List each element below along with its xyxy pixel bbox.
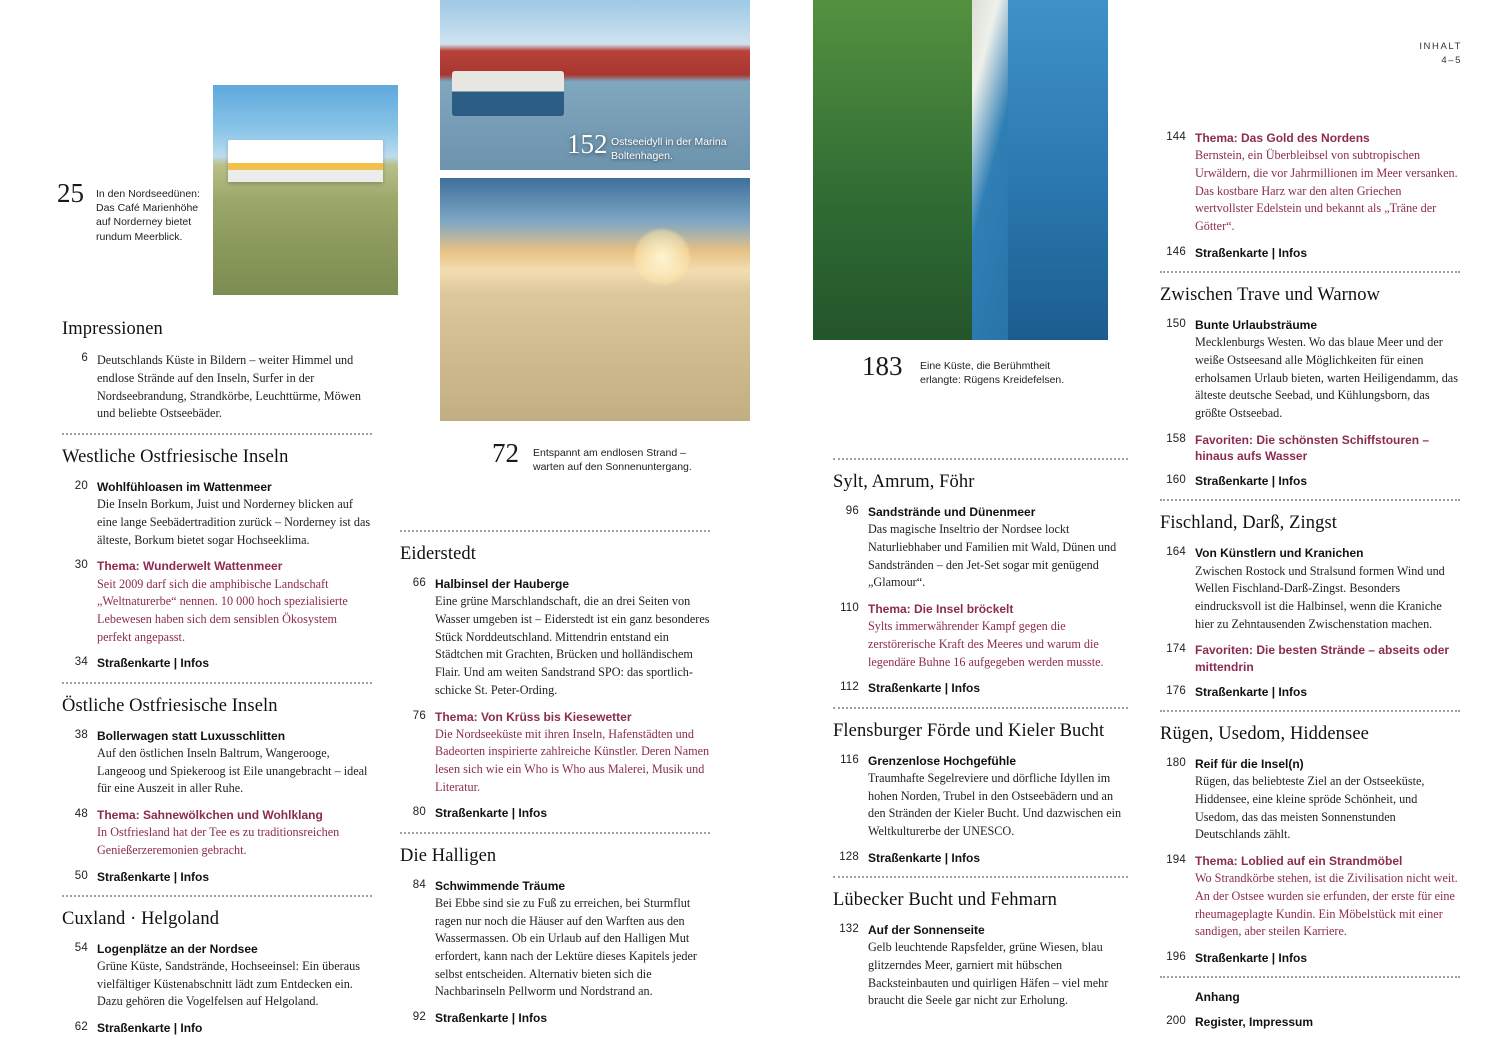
toc-entry-page: 6 bbox=[81, 352, 88, 365]
folio-pages: 4–5 bbox=[1441, 55, 1462, 67]
toc-entry-body bbox=[1195, 642, 1460, 674]
toc-entry-description: Eine grüne Marschlandschaft, die an drei Seiten von Wasser umgeben ist – Eiderstedt ist ein ganz besonderes Stück Norddeutschland. Mittendrin entstand ein Städtchen mit Grachten, Brücken und holländischem Flair. Und am weiten Sandstrand SPO: das sportlich-schicke St. Peter-Ording. bbox=[435, 594, 710, 697]
toc-entry-title: Straßenkarte | Infos bbox=[868, 681, 981, 696]
toc-entry-page: 196 bbox=[1166, 950, 1186, 963]
toc-entry-body bbox=[1195, 545, 1460, 633]
section-heading: Flensburger Förde und Kieler Bucht bbox=[833, 720, 1105, 741]
toc-entry-page: 144 bbox=[1166, 131, 1186, 143]
toc-entry-page: 132 bbox=[839, 923, 859, 936]
toc-entry[interactable] bbox=[833, 680, 1128, 696]
toc-entry-title: Register, Impressum bbox=[1195, 1015, 1314, 1030]
toc-entry[interactable] bbox=[62, 869, 372, 885]
toc-entry-title: Wohlfühloasen im Wattenmeer bbox=[97, 480, 272, 495]
toc-entry-title: Bunte Urlaubsträume bbox=[1195, 318, 1318, 332]
toc-entry-title: Straßenkarte | Infos bbox=[435, 806, 548, 821]
toc-entry-page: 96 bbox=[845, 505, 859, 518]
toc-entry-description: Zwischen Rostock und Stralsund formen Wind und Wellen Fischland-Darß-Zingst. Besonders eindrucksvoll ist die Halbinsel, wenn die Kraniche hier zu Zehntausenden Zwischenstation machen. bbox=[1195, 563, 1445, 631]
toc-entry-description: Deutschlands Küste in Bildern – weiter Himmel und endlose Strände auf den Inseln, Surfer in der Nordseebrandung, Strandkörbe, Leuchttürme, Möwen und beliebte Ostseebäder. bbox=[97, 353, 361, 421]
toc-entry-body bbox=[868, 680, 1128, 696]
toc-entry-page: 92 bbox=[412, 1011, 426, 1024]
beach-photo-caption: Entspannt am endlosen Strand – warten auf den Sonnenuntergang. bbox=[533, 447, 692, 474]
toc-entry-title: Thema: Sahnewölkchen und Wohlklang bbox=[97, 807, 323, 822]
section-divider bbox=[1160, 271, 1460, 273]
toc-column-3 bbox=[833, 448, 1128, 1019]
toc-entry-page: 176 bbox=[1166, 684, 1186, 697]
boltenhagen-photo-number: 152 bbox=[567, 129, 608, 159]
toc-entry-page: 146 bbox=[1166, 245, 1186, 258]
toc-entry-description: Mecklenburgs Westen. Wo das blaue Meer und der weiße Ostseesand alle Möglichkeiten für einen erholsamen Urlaub bieten, warten Heiligendamm, das älteste deutsche Seebad, und Kühlungsborn, das größte Ostseebad. bbox=[1195, 335, 1458, 420]
section-divider bbox=[1160, 499, 1460, 501]
toc-entry-page: 194 bbox=[1166, 854, 1186, 866]
toc-entry-body bbox=[435, 709, 710, 797]
toc-entry-page bbox=[1160, 989, 1186, 1005]
section-divider bbox=[833, 707, 1128, 709]
toc-entry-page: 150 bbox=[1166, 318, 1186, 330]
toc-entry-body bbox=[868, 753, 1128, 841]
section-divider bbox=[400, 530, 710, 532]
section-divider bbox=[833, 876, 1128, 878]
toc-entry-page: 160 bbox=[1166, 474, 1186, 486]
toc-entry-title: Straßenkarte | Infos bbox=[1195, 245, 1308, 260]
toc-entry[interactable] bbox=[62, 558, 372, 646]
toc-entry-description: Die Inseln Borkum, Juist und Norderney blicken auf eine lange Seebädertradition zurück – Norderney ist das älteste, Borkum bietet sogar Hochseeklima. bbox=[97, 497, 371, 547]
toc-entry-title: Straßenkarte | Infos bbox=[1195, 684, 1308, 699]
beach-photo-number: 72 bbox=[492, 438, 519, 468]
ruegen-chalk-cliffs-photo bbox=[813, 0, 1108, 340]
toc-entry[interactable] bbox=[62, 351, 372, 423]
toc-entry-title: Straßenkarte | Infos bbox=[1195, 950, 1308, 965]
toc-entry[interactable] bbox=[1160, 432, 1460, 464]
toc-entry-title: Thema: Wunderwelt Wattenmeer bbox=[97, 559, 283, 574]
toc-entry-page: 116 bbox=[840, 753, 859, 766]
toc-entry-title: Thema: Von Krüss bis Kiesewetter bbox=[435, 709, 632, 724]
toc-entry-title: Thema: Loblied auf ein Strandmöbel bbox=[1195, 854, 1403, 868]
toc-entry[interactable] bbox=[1160, 989, 1460, 1005]
section-heading: Sylt, Amrum, Föhr bbox=[833, 472, 975, 492]
toc-entry-body bbox=[1195, 756, 1460, 844]
toc-entry-description: Sylts immerwährender Kampf gegen die zerstörerische Kraft des Meeres und warum die legendäre Buhne 16 aufgegeben werden musste. bbox=[868, 619, 1104, 669]
toc-entry[interactable] bbox=[833, 753, 1128, 841]
toc-entry-title: Logenplätze an der Nordsee bbox=[97, 941, 258, 956]
toc-entry[interactable] bbox=[1160, 684, 1460, 700]
section-heading: Eiderstedt bbox=[400, 544, 477, 564]
toc-entry[interactable] bbox=[62, 479, 372, 549]
folio-label: INHALT bbox=[1419, 41, 1462, 52]
toc-entry-description: Bernstein, ein Überbleibsel von subtropischen Urwäldern, die vor Jahrmillionen im Meer versanken. Das kostbare Harz war den alten Griechen wertvollster Edelstein und bekannt als „Träne der Götter“. bbox=[1195, 148, 1458, 233]
toc-entry[interactable] bbox=[62, 728, 372, 798]
toc-entry-body bbox=[435, 878, 710, 1001]
toc-entry-body bbox=[1195, 950, 1460, 966]
toc-entry-body bbox=[97, 655, 372, 671]
section-divider bbox=[833, 458, 1128, 460]
toc-entry-title: Thema: Die Insel bröckelt bbox=[868, 602, 1014, 617]
section-heading: Fischland, Darß, Zingst bbox=[1160, 513, 1338, 534]
toc-entry-body bbox=[97, 1020, 372, 1036]
toc-entry-description: Gelb leuchtende Rapsfelder, grüne Wiesen, blau glitzerndes Meer, garniert mit hübschen Backsteinbauten und quirligen Häfen – viel mehr braucht die Seele gar nicht zur Erholung. bbox=[868, 940, 1109, 1008]
toc-entry[interactable] bbox=[1160, 245, 1460, 261]
ruegen-photo-caption: Eine Küste, die Berühmtheit erlangte: Rügens Kreidefelsen. bbox=[920, 360, 1065, 387]
toc-entry-page: 128 bbox=[839, 850, 859, 863]
toc-entry-page: 180 bbox=[1166, 757, 1186, 770]
toc-entry-title: Grenzenlose Hochgefühle bbox=[868, 753, 1017, 768]
toc-entry-description: Seit 2009 darf sich die amphibische Landschaft „Weltnaturerbe“ nennen. 10 000 hoch spezialisierte Lebewesen haben sich dem sensiblen Ökosystem perfekt angepasst. bbox=[97, 576, 348, 644]
toc-entry-page: 76 bbox=[412, 709, 426, 722]
toc-entry-body bbox=[97, 351, 372, 423]
section-heading: Östliche Ostfriesische Inseln bbox=[62, 695, 278, 716]
toc-entry-title: Auf der Sonnenseite bbox=[868, 923, 985, 938]
toc-entry-description: Rügen, das beliebteste Ziel an der Ostseeküste, Hiddensee, eine kleine spröde Schönheit, und Usedom, das das meisten Sonnenstunden Deutschlands zählt. bbox=[1195, 774, 1425, 842]
toc-entry-page: 48 bbox=[74, 807, 88, 820]
toc-entry-page: 84 bbox=[412, 878, 426, 891]
toc-entry-page: 110 bbox=[840, 602, 859, 615]
toc-entry-title: Favoriten: Die besten Strände – abseits oder mittendrin bbox=[1195, 643, 1450, 674]
section-heading: Rügen, Usedom, Hiddensee bbox=[1160, 723, 1369, 744]
toc-entry-title: Sandstrände und Dünenmeer bbox=[868, 505, 1036, 520]
toc-entry-title: Bollerwagen statt Luxusschlitten bbox=[97, 728, 286, 743]
toc-entry-description: Bei Ebbe sind sie zu Fuß zu erreichen, bei Sturmflut ragen nur noch die Häuser auf den Warften aus den Wassermassen. Ob ein Urlaub auf den Halligen Mut erfordert, kann nach der Lektüre dieses Kapitels jeder selbst entscheiden. Alternativ bieten sich die Nachbarinseln Pellworm und Nordstrand an. bbox=[435, 896, 697, 999]
norderney-cafe-photo bbox=[213, 85, 398, 295]
toc-entry[interactable] bbox=[833, 922, 1128, 1010]
toc-entry-page: 200 bbox=[1166, 1015, 1186, 1028]
toc-entry[interactable] bbox=[400, 805, 710, 821]
toc-entry[interactable] bbox=[62, 1020, 372, 1036]
toc-entry[interactable] bbox=[400, 576, 710, 699]
section-heading: Die Halligen bbox=[400, 845, 497, 866]
section-heading: Zwischen Trave und Warnow bbox=[1160, 284, 1381, 305]
toc-entry-title: Halbinsel der Hauberge bbox=[435, 577, 570, 592]
ruegen-photo-number: 183 bbox=[862, 351, 903, 381]
toc-entry-description: Traumhafte Segelreviere und dörfliche Idyllen im hohen Norden, Trubel in den Ostseebädern und an den Stränden der Kieler Bucht. Und dazwischen ein Weltkulturerbe der UNESCO. bbox=[868, 770, 1122, 838]
toc-entry-body bbox=[435, 576, 710, 699]
toc-entry-page: 54 bbox=[74, 941, 88, 954]
toc-entry[interactable] bbox=[400, 1010, 710, 1026]
norderney-photo-number: 25 bbox=[57, 178, 84, 208]
toc-entry-body bbox=[97, 728, 372, 798]
toc-entry-body bbox=[1195, 130, 1460, 236]
toc-entry-title: Straßenkarte | Infos bbox=[435, 1011, 548, 1026]
toc-entry-title: Straßenkarte | Infos bbox=[1195, 474, 1308, 488]
toc-entry-description: In Ostfriesland hat der Tee es zu traditionsreichen Genießerzeremonien gebracht. bbox=[97, 825, 340, 857]
toc-entry-title: Anhang bbox=[1195, 990, 1240, 1005]
toc-entry-title: Straßenkarte | Infos bbox=[97, 656, 210, 671]
toc-entry[interactable] bbox=[1160, 853, 1460, 941]
toc-entry-body bbox=[97, 479, 372, 549]
toc-entry-page: 30 bbox=[74, 559, 88, 572]
toc-entry[interactable] bbox=[1160, 950, 1460, 966]
toc-entry-body bbox=[97, 941, 372, 1011]
toc-entry-page: 112 bbox=[840, 681, 859, 694]
toc-entry-body bbox=[1195, 989, 1460, 1005]
section-heading: Westliche Ostfriesische Inseln bbox=[62, 446, 289, 467]
toc-entry[interactable] bbox=[833, 850, 1128, 866]
toc-entry-page: 174 bbox=[1166, 643, 1186, 656]
section-divider bbox=[400, 832, 710, 834]
toc-entry-title: Schwimmende Träume bbox=[435, 878, 566, 893]
toc-entry[interactable] bbox=[1160, 317, 1460, 423]
beach-sunset-photo bbox=[440, 178, 750, 421]
folio bbox=[1419, 40, 1462, 69]
toc-entry-body bbox=[97, 558, 372, 646]
toc-entry-page: 34 bbox=[74, 656, 88, 669]
section-heading: Impressionen bbox=[62, 319, 163, 339]
toc-entry-body bbox=[435, 1010, 710, 1026]
section-heading: Lübecker Bucht und Fehmarn bbox=[833, 889, 1058, 910]
toc-entry-body bbox=[1195, 473, 1460, 489]
toc-entry-description: Grüne Küste, Sandstrände, Hochseeinsel: Ein überaus vielfältiger Küstenabschnitt lädt zum Entdecken ein. Dazu gehören die Vogelfelsen auf Helgoland. bbox=[97, 959, 360, 1009]
toc-column-1 bbox=[62, 318, 372, 1045]
toc-entry-page: 38 bbox=[74, 728, 88, 741]
toc-entry-description: Wo Strandkörbe stehen, ist die Zivilisation nicht weit. An der Ostsee wurden sie erfunden, der erste für eine rheumageplagte Kundin. Ein Möbelstück mit einer sandigen, aber steilen Karriere. bbox=[1195, 871, 1458, 939]
toc-entry-body bbox=[868, 504, 1128, 592]
toc-entry-title: Von Künstlern und Kranichen bbox=[1195, 546, 1364, 561]
toc-entry[interactable] bbox=[400, 709, 710, 797]
toc-entry-title: Straßenkarte | Infos bbox=[868, 850, 981, 865]
boltenhagen-photo-caption: Ostseeidyll in der Marina Boltenhagen. bbox=[611, 136, 727, 163]
toc-entry[interactable] bbox=[1160, 473, 1460, 489]
toc-entry-description: Auf den östlichen Inseln Baltrum, Wangerooge, Langeoog und Spiekeroog ist Eile unangebracht – ideal für eine Auszeit in aller Ruhe. bbox=[97, 745, 368, 796]
toc-entry[interactable] bbox=[400, 878, 710, 1001]
toc-entry[interactable] bbox=[1160, 756, 1460, 844]
toc-entry[interactable] bbox=[62, 941, 372, 1011]
toc-entry-page: 20 bbox=[74, 480, 88, 493]
section-heading: Cuxland · Helgoland bbox=[62, 908, 220, 929]
toc-entry[interactable] bbox=[62, 655, 372, 671]
toc-entry-page: 50 bbox=[74, 869, 88, 882]
norderney-photo-caption: In den Nordseedünen: Das Café Marienhöhe auf Norderney bietet rundum Meerblick. bbox=[96, 188, 200, 243]
toc-entry-title: Favoriten: Die schönsten Schiffstouren – hinaus aufs Wasser bbox=[1195, 432, 1430, 463]
toc-entry[interactable] bbox=[1160, 130, 1460, 236]
toc-entry-body bbox=[868, 922, 1128, 1010]
section-divider bbox=[62, 433, 372, 435]
toc-entry-description: Das magische Inseltrio der Nordsee lockt Naturliebhaber und Familien mit Wald, Dünen und Sandstränden – den Jet-Set sogar mit genügend „Glamour“. bbox=[868, 522, 1117, 590]
toc-entry[interactable] bbox=[833, 504, 1128, 592]
toc-entry-body bbox=[868, 850, 1128, 866]
toc-entry-title: Straßenkarte | Infos bbox=[97, 869, 210, 884]
toc-entry-body bbox=[868, 601, 1128, 671]
toc-entry-title: Thema: Das Gold des Nordens bbox=[1195, 131, 1370, 145]
toc-entry-page: 80 bbox=[412, 806, 426, 819]
toc-entry-body bbox=[1195, 684, 1460, 700]
section-divider bbox=[1160, 976, 1460, 978]
section-divider bbox=[62, 682, 372, 684]
toc-entry[interactable] bbox=[1160, 545, 1460, 633]
toc-entry-page: 66 bbox=[412, 577, 426, 590]
toc-column-2 bbox=[400, 520, 710, 1035]
toc-entry-body bbox=[1195, 432, 1460, 464]
toc-entry-body bbox=[97, 869, 372, 885]
toc-entry[interactable] bbox=[1160, 642, 1460, 674]
section-divider bbox=[1160, 710, 1460, 712]
toc-entry-description: Die Nordseeküste mit ihren Inseln, Hafenstädten und Badeorten inspirierte zahlreiche Künstler. Deren Namen lesen sich wie ein Who is Who aus Malerei, Musik und Literatur. bbox=[435, 726, 710, 794]
toc-entry-body bbox=[1195, 853, 1460, 941]
toc-column-4 bbox=[1160, 130, 1460, 1040]
toc-entry-title: Reif für die Insel(n) bbox=[1195, 757, 1304, 772]
toc-entry-title: Straßenkarte | Info bbox=[97, 1021, 203, 1036]
toc-entry-body bbox=[1195, 245, 1460, 261]
toc-entry-body bbox=[1195, 317, 1460, 423]
section-divider bbox=[62, 895, 372, 897]
toc-entry-page: 164 bbox=[1166, 546, 1186, 559]
toc-entry-page: 158 bbox=[1166, 432, 1186, 445]
toc-entry-body bbox=[435, 805, 710, 821]
toc-entry[interactable] bbox=[833, 601, 1128, 671]
toc-entry[interactable] bbox=[62, 807, 372, 860]
toc-entry-body bbox=[97, 807, 372, 860]
toc-entry-page: 62 bbox=[74, 1021, 88, 1034]
